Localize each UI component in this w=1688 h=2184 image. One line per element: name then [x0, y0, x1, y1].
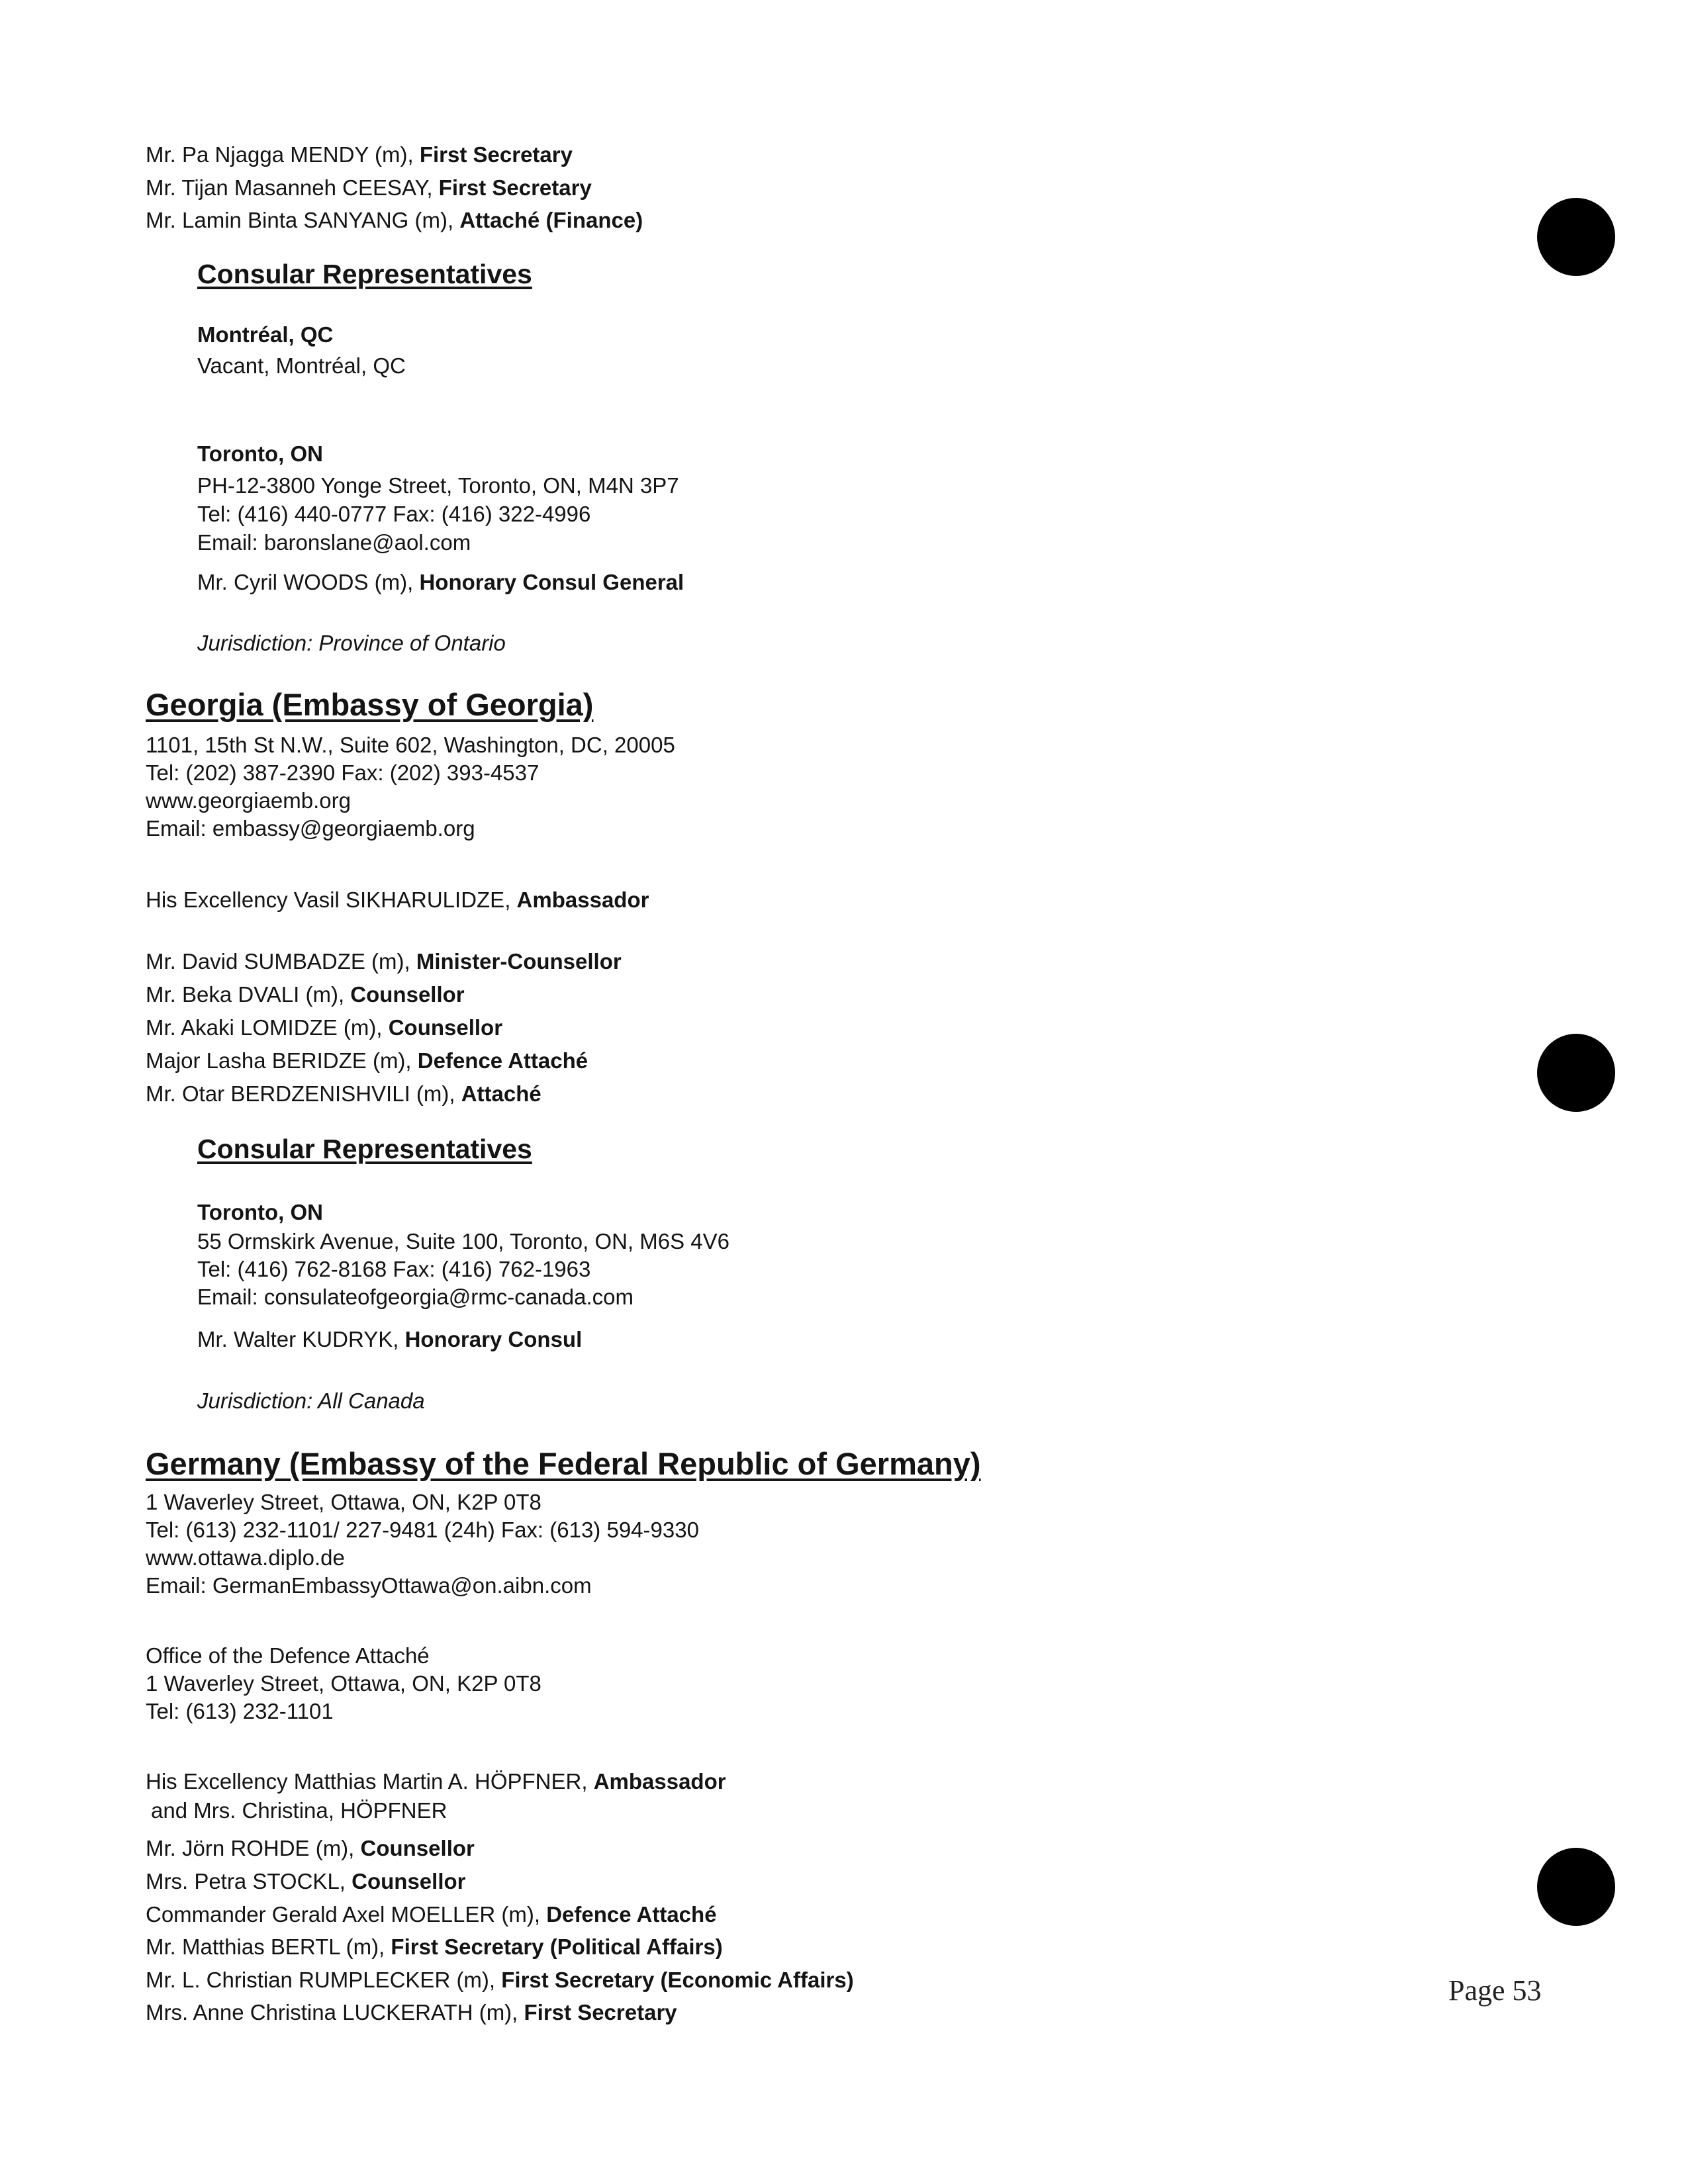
country-heading-georgia: Georgia (Embassy of Georgia) [146, 687, 594, 722]
embassy-email: Email: embassy@georgiaemb.org [146, 816, 475, 841]
consular-tel: Tel: (416) 440-0777 Fax: (416) 322-4996 [197, 502, 591, 526]
staff-line: Mrs. Petra STOCKL, Counsellor [146, 1869, 466, 1893]
country-heading-germany: Germany (Embassy of the Federal Republic of Germany) [146, 1446, 981, 1481]
ambassador-spouse: and Mrs. Christina, HÖPFNER [151, 1798, 447, 1823]
staff-line: Major Lasha BERIDZE (m), Defence Attaché [146, 1048, 588, 1073]
embassy-email: Email: GermanEmbassyOttawa@on.aibn.com [146, 1573, 592, 1598]
consular-city: Toronto, ON [197, 1200, 324, 1224]
consular-tel: Tel: (416) 762-8168 Fax: (416) 762-1963 [197, 1257, 591, 1281]
defence-address: 1 Waverley Street, Ottawa, ON, K2P 0T8 [146, 1671, 541, 1696]
consular-person: Mr. Cyril WOODS (m), Honorary Consul General [197, 570, 684, 594]
staff-line: Mr. Akaki LOMIDZE (m), Counsellor [146, 1015, 503, 1040]
embassy-tel: Tel: (613) 232-1101/ 227-9481 (24h) Fax: (613) 594-9330 [146, 1518, 699, 1542]
consular-heading: Consular Representatives [197, 259, 532, 289]
ambassador-line: His Excellency Vasil SIKHARULIDZE, Ambassador [146, 887, 649, 912]
consular-email: Email: baronslane@aol.com [197, 530, 471, 555]
punch-hole [1537, 198, 1615, 276]
embassy-website: www.ottawa.diplo.de [146, 1545, 345, 1570]
consular-heading: Consular Representatives [197, 1134, 532, 1164]
member-line: Mr. Tijan Masanneh CEESAY, First Secretary [146, 175, 592, 200]
staff-line: Mr. Otar BERDZENISHVILI (m), Attaché [146, 1081, 541, 1106]
consular-city: Toronto, ON [197, 441, 324, 466]
embassy-website: www.georgiaemb.org [146, 788, 351, 813]
consular-person: Mr. Walter KUDRYK, Honorary Consul [197, 1327, 583, 1351]
consular-jurisdiction: Jurisdiction: All Canada [197, 1388, 425, 1413]
embassy-address: 1 Waverley Street, Ottawa, ON, K2P 0T8 [146, 1490, 541, 1514]
staff-line: Mr. David SUMBADZE (m), Minister-Counsellor [146, 949, 622, 974]
consular-address: PH-12-3800 Yonge Street, Toronto, ON, M4N 3P7 [197, 473, 679, 498]
consular-city: Montréal, QC [197, 322, 334, 347]
consular-jurisdiction: Jurisdiction: Province of Ontario [197, 631, 506, 655]
consular-address: 55 Ormskirk Avenue, Suite 100, Toronto, ON, M6S 4V6 [197, 1229, 730, 1253]
page-number: Page 53 [1448, 1974, 1542, 2007]
staff-line: Mr. Jörn ROHDE (m), Counsellor [146, 1836, 475, 1860]
staff-line: Mr. Beka DVALI (m), Counsellor [146, 982, 465, 1007]
punch-hole [1537, 1034, 1615, 1112]
staff-line: Commander Gerald Axel MOELLER (m), Defence Attaché [146, 1902, 717, 1927]
defence-office: Office of the Defence Attaché [146, 1643, 430, 1668]
ambassador-line: His Excellency Matthias Martin A. HÖPFNER, Ambassador [146, 1769, 726, 1794]
embassy-tel: Tel: (202) 387-2390 Fax: (202) 393-4537 [146, 760, 539, 785]
punch-hole [1537, 1848, 1615, 1926]
consular-text: Vacant, Montréal, QC [197, 353, 406, 378]
embassy-address: 1101, 15th St N.W., Suite 602, Washington, DC, 20005 [146, 733, 675, 757]
staff-line: Mr. L. Christian RUMPLECKER (m), First Secretary (Economic Affairs) [146, 1968, 854, 1992]
member-line: Mr. Pa Njagga MENDY (m), First Secretary [146, 142, 573, 167]
staff-line: Mr. Matthias BERTL (m), First Secretary (Political Affairs) [146, 1934, 723, 1959]
member-line: Mr. Lamin Binta SANYANG (m), Attaché (Finance) [146, 208, 643, 232]
staff-line: Mrs. Anne Christina LUCKERATH (m), First Secretary [146, 2000, 677, 2025]
defence-tel: Tel: (613) 232-1101 [146, 1699, 334, 1723]
consular-email: Email: consulateofgeorgia@rmc-canada.com [197, 1285, 633, 1309]
